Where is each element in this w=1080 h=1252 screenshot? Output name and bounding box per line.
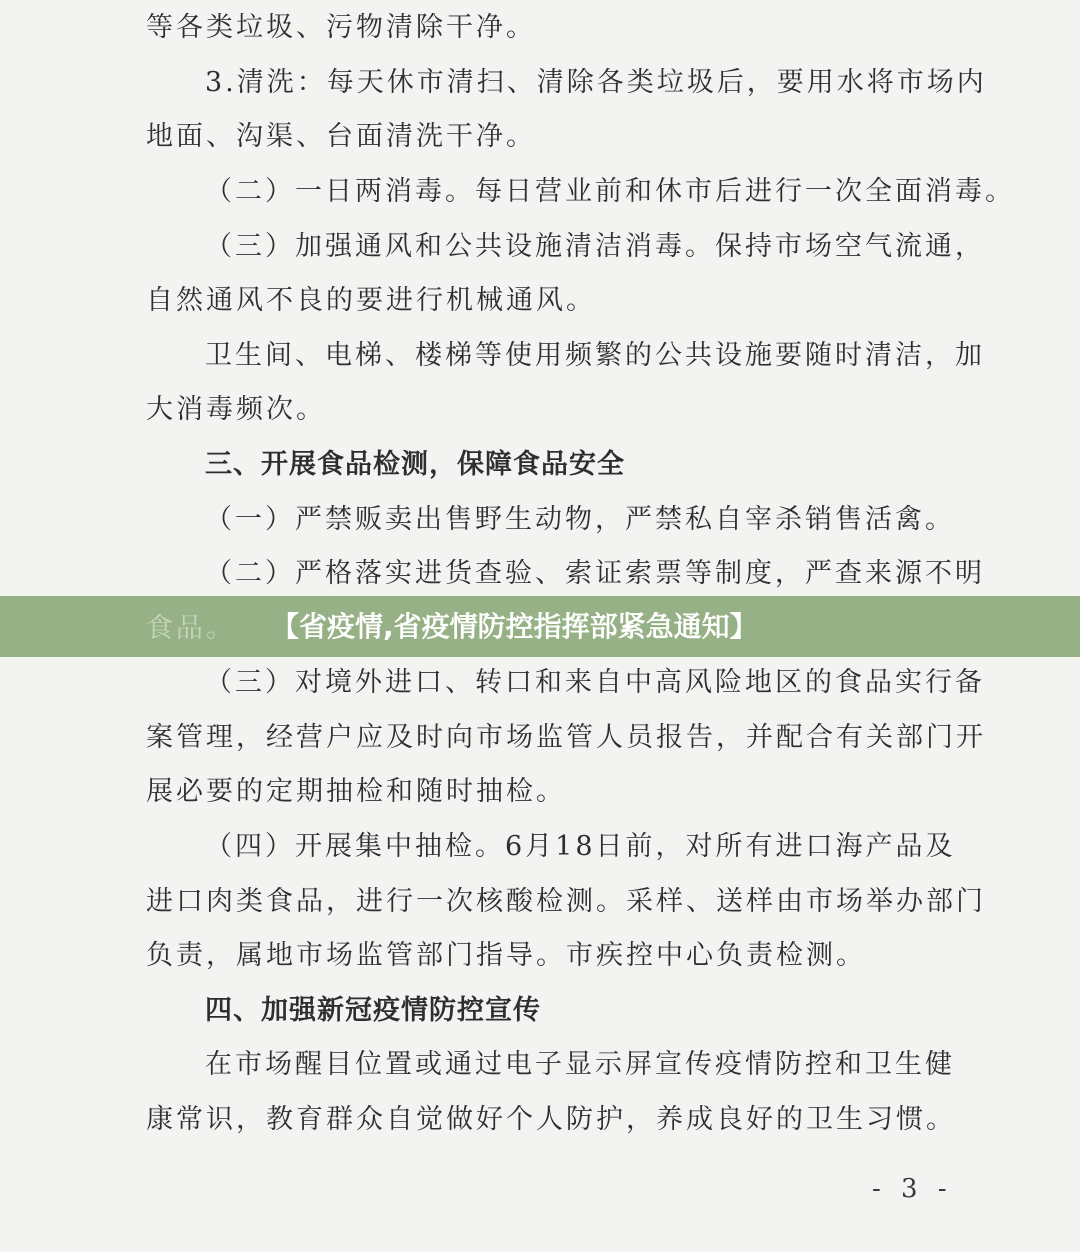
banner-title: 【省疫情,省疫情防控指挥部紧急通知】 <box>271 610 758 643</box>
body-text-line: 等各类垃圾、污物清除干净。 <box>146 12 536 43</box>
body-text-line: （二）一日两消毒。每日营业前和休市后进行一次全面消毒。 <box>205 176 1015 207</box>
body-text-line: 食品。 <box>146 613 236 644</box>
section-heading: 四、加强新冠疫情防控宣传 <box>205 995 541 1026</box>
body-text-line: 自然通风不良的要进行机械通风。 <box>146 285 596 316</box>
body-text-line: 3.清洗：每天休市清扫、清除各类垃圾后，要用水将市场内 <box>205 67 987 98</box>
body-text-line: （一）严禁贩卖出售野生动物，严禁私自宰杀销售活禽。 <box>205 504 955 535</box>
body-text-line: （四）开展集中抽检。6月18日前，对所有进口海产品及 <box>205 831 956 862</box>
body-text-line: 大消毒频次。 <box>146 394 326 425</box>
body-text-line: （三）加强通风和公共设施清洁消毒。保持市场空气流通， <box>205 231 985 262</box>
body-text-line: 进口肉类食品，进行一次核酸检测。采样、送样由市场举办部门 <box>146 886 986 917</box>
section-heading: 三、开展食品检测，保障食品安全 <box>205 449 625 480</box>
page-number: - 3 - <box>872 1174 953 1204</box>
body-text-line: （二）严格落实进货查验、索证索票等制度，严查来源不明 <box>205 558 985 589</box>
body-text-line: 地面、沟渠、台面清洗干净。 <box>146 121 536 152</box>
body-text-line: （三）对境外进口、转口和来自中高风险地区的食品实行备 <box>205 667 985 698</box>
body-text-line: 展必要的定期抽检和随时抽检。 <box>146 776 566 807</box>
body-text-line: 在市场醒目位置或通过电子显示屏宣传疫情防控和卫生健 <box>205 1049 955 1080</box>
body-text-line: 负责，属地市场监管部门指导。市疾控中心负责检测。 <box>146 940 866 971</box>
body-text-line: 卫生间、电梯、楼梯等使用频繁的公共设施要随时清洁，加 <box>205 340 985 371</box>
body-text-line: 案管理，经营户应及时向市场监管人员报告，并配合有关部门开 <box>146 722 986 753</box>
body-text-line: 康常识，教育群众自觉做好个人防护，养成良好的卫生习惯。 <box>146 1104 956 1135</box>
